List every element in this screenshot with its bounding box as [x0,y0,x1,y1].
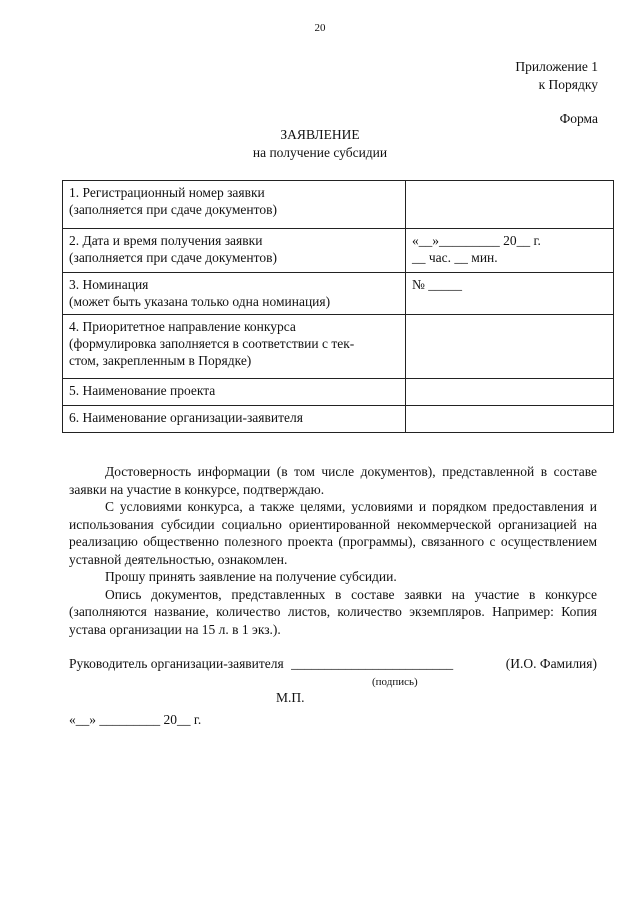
answer-cell[interactable] [406,406,614,433]
question-text: 2. Дата и время получения заявки [69,233,263,248]
table-row [63,273,614,315]
question-note: (может быть указана только одна номинация) [69,294,331,309]
question-cell [63,379,406,406]
page-number: 20 [314,22,326,34]
answer-cell[interactable] [406,315,614,379]
annex-line-2: к Порядку [538,77,598,92]
question-cell [63,273,406,315]
document-subtitle: на получение субсидии [252,145,388,160]
paragraph: Достоверность информации (в том числе документов), представленной в составе заявки на участие в конкурсе, подтверждаю. [69,464,597,497]
answer-cell[interactable] [406,379,614,406]
paragraph: Опись документов, представленных в составе заявки на участие в конкурсе (заполняются название, количество листов, количество экземпляров. Например: Копия устава организации на 15 л. в 1 экз.). [69,586,597,637]
answer-cell[interactable] [406,229,614,273]
table-row [63,379,614,406]
name-caption: (И.О. Фамилия) [505,656,597,671]
question-note: (формулировка заполняется в соответствии с тек- [69,336,355,351]
question-cell [63,406,406,433]
nomination-number-field[interactable]: № _____ [412,277,463,292]
form-label: Форма [559,111,598,126]
question-note: стом, закрепленным в Порядке) [69,353,252,368]
paragraph: С условиями конкурса, а также целями, условиями и порядком предоставления и использования субсидии социально ориентированной некоммерческой организацией на реализацию общественно полезного проекта (программы), связанного с осуществлением уставной деятельностью, ознакомлен. [69,499,597,567]
signature-caption: (подпись) [372,676,418,688]
date-field[interactable]: «__»_________ 20__ г. [412,233,541,248]
question-note: (заполняется при сдаче документов) [69,202,277,217]
question-text: 1. Регистрационный номер заявки [69,185,265,200]
paragraph: Прошу принять заявление на получение субсидии. [105,569,397,584]
signature-date[interactable]: «__» _________ 20__ г. [69,712,202,727]
table-row [63,315,614,379]
question-note: (заполняется при сдаче документов) [69,250,277,265]
head-label: Руководитель организации-заявителя [69,656,284,671]
question-text: 3. Номинация [69,277,149,292]
table-row [63,229,614,273]
signature-line [69,656,597,672]
question-text: 6. Наименование организации-заявителя [69,410,303,425]
question-cell [63,181,406,229]
document-title: ЗАЯВЛЕНИЕ [280,127,360,142]
annex-line-1: Приложение 1 [515,59,598,74]
question-text: 4. Приоритетное направление конкурса [69,319,296,334]
stamp-label: М.П. [276,690,305,705]
table-row [63,181,614,229]
answer-cell[interactable] [406,181,614,229]
question-text: 5. Наименование проекта [69,383,216,398]
declaration-text [69,463,597,638]
question-cell [63,315,406,379]
signature-blank[interactable]: ________________________ [291,656,454,671]
time-field[interactable]: __ час. __ мин. [412,250,498,265]
answer-cell[interactable] [406,273,614,315]
question-cell [63,229,406,273]
application-table [62,180,614,433]
table-row [63,406,614,433]
